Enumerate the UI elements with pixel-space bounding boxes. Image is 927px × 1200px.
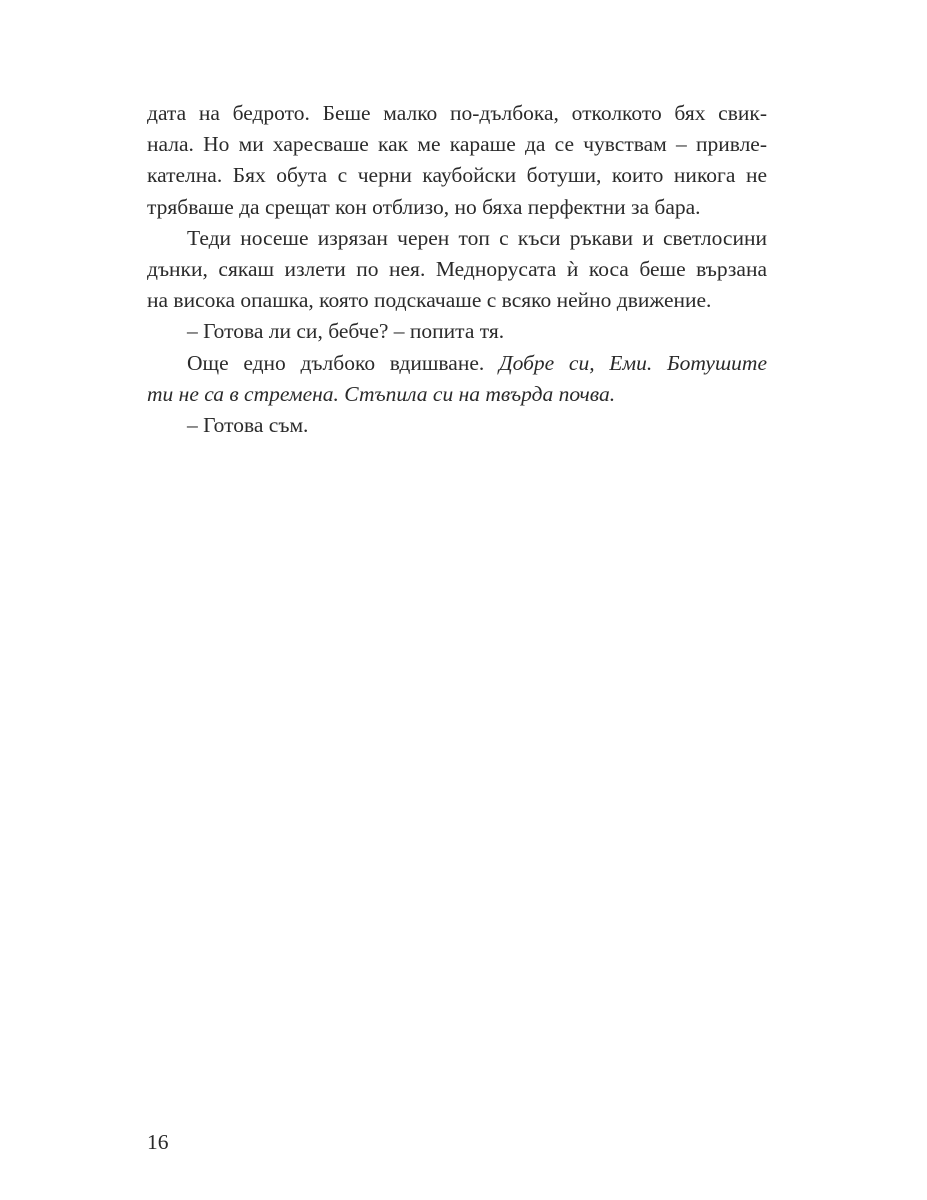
text-line: нала. Но ми харесваше как ме караше да се чувствам – привле- [147, 132, 767, 157]
text-line: трябваше да срещат кон отблизо, но бяха перфектни за бара. [147, 194, 701, 219]
dialogue-line: – Готова съм. [187, 413, 309, 438]
text-line [147, 379, 767, 410]
page-number: 16 [147, 1130, 169, 1154]
italic-text-segment: ти не са в стремена. Стъпила си на твърда почва. [147, 381, 616, 406]
text-line: на висока опашка, която подскачаше с всяко нейно движение. [147, 288, 712, 313]
text-line: дата на бедрото. Беше малко по-дълбока, отколкото бях свик- [147, 101, 767, 125]
text-line [147, 348, 767, 379]
body-text [147, 98, 767, 441]
text-line: дънки, сякаш излети по нея. Меднорусата ѝ коса беше вързана [147, 257, 767, 282]
italic-text-segment: Добре си, Еми. Ботушите [498, 350, 767, 375]
text-line: кателна. Бях обута с черни каубойски ботуши, които никога не [147, 163, 767, 188]
text-line: Теди носеше изрязан черен топ с къси ръкави и светлосини [187, 225, 767, 250]
dialogue-line: – Готова ли си, бебче? – попита тя. [187, 319, 505, 344]
text-segment: Още едно дълбоко вдишване. [187, 350, 499, 375]
